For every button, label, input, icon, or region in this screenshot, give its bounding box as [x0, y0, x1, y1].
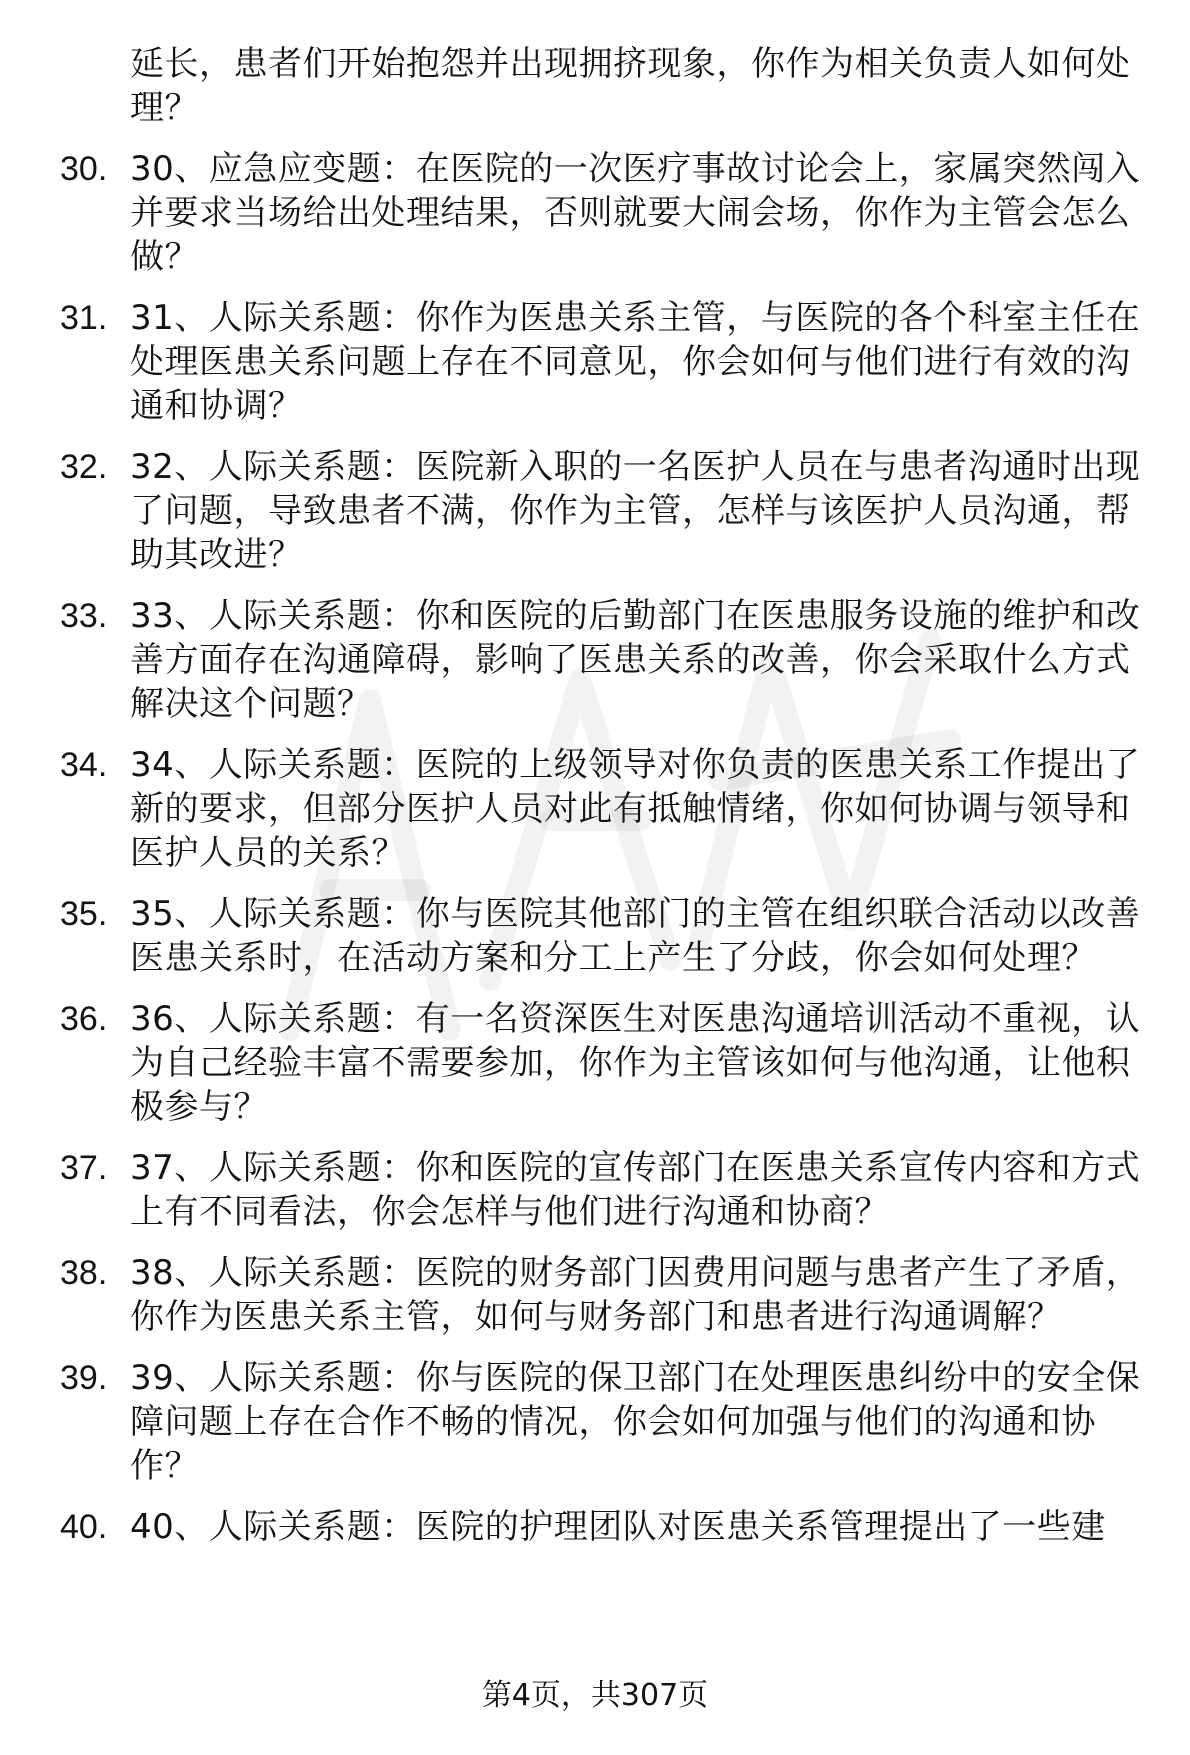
page-footer: 第4页，共307页 — [481, 1678, 709, 1713]
item-text: 30、应急应变题：在医院的一次医疗事故讨论会上，家属突然闯入并要求当场给出处理结果，否则就要大闹会场，你作为主管会怎么做？ — [130, 149, 1141, 277]
list-item — [0, 445, 1190, 577]
item-number: 36. — [60, 1000, 108, 1038]
item-text: 31、人际关系题：你作为医患关系主管，与医院的各个科室主任在处理医患关系问题上存在不同意见，你会如何与他们进行有效的沟通和协调？ — [130, 298, 1141, 426]
item-number: 30. — [60, 150, 108, 188]
item-number: 31. — [60, 299, 108, 337]
item-number: 40. — [60, 1508, 108, 1546]
item-number: 33. — [60, 597, 108, 635]
list-item — [0, 1146, 1190, 1234]
item-text: 35、人际关系题：你与医院其他部门的主管在组织联合活动以改善医患关系时，在活动方案和分工上产生了分歧，你会如何处理？ — [130, 894, 1141, 978]
list-item — [0, 296, 1190, 428]
list-item — [0, 147, 1190, 279]
item-text: 延长，患者们开始抱怨并出现拥挤现象，你作为相关负责人如何处理？ — [130, 44, 1131, 128]
item-text: 38、人际关系题：医院的财务部门因费用问题与患者产生了矛盾，你作为医患关系主管，如何与财务部门和患者进行沟通调解？ — [130, 1253, 1141, 1337]
item-text: 37、人际关系题：你和医院的宣传部门在医患关系宣传内容和方式上有不同看法，你会怎样与他们进行沟通和协商？ — [130, 1148, 1141, 1232]
item-number: 39. — [60, 1359, 108, 1397]
item-text: 34、人际关系题：医院的上级领导对你负责的医患关系工作提出了新的要求，但部分医护人员对此有抵触情绪，你如何协调与领导和医护人员的关系？ — [130, 745, 1141, 873]
item-number: 32. — [60, 448, 108, 486]
list-item-continuation — [0, 42, 1190, 130]
item-text: 39、人际关系题：你与医院的保卫部门在处理医患纠纷中的安全保障问题上存在合作不畅的情况，你会如何加强与他们的沟通和协作？ — [130, 1358, 1141, 1486]
item-number: 35. — [60, 895, 108, 933]
item-number: 38. — [60, 1254, 108, 1292]
list-item — [0, 743, 1190, 875]
item-number: 37. — [60, 1149, 108, 1187]
list-item — [0, 892, 1190, 980]
list-item — [0, 997, 1190, 1129]
list-item — [0, 1505, 1190, 1549]
item-text: 32、人际关系题：医院新入职的一名医护人员在与患者沟通时出现了问题，导致患者不满，你作为主管，怎样与该医护人员沟通，帮助其改进？ — [130, 447, 1141, 575]
list-item — [0, 1251, 1190, 1339]
item-text: 33、人际关系题：你和医院的后勤部门在医患服务设施的维护和改善方面存在沟通障碍，影响了医患关系的改善，你会采取什么方式解决这个问题？ — [130, 596, 1141, 724]
item-text: 40、人际关系题：医院的护理团队对医患关系管理提出了一些建 — [130, 1507, 1106, 1547]
question-list — [0, 42, 1190, 1566]
item-number: 34. — [60, 746, 108, 784]
list-item — [0, 594, 1190, 726]
list-item — [0, 1356, 1190, 1488]
item-text: 36、人际关系题：有一名资深医生对医患沟通培训活动不重视，认为自己经验丰富不需要参加，你作为主管该如何与他沟通，让他积极参与？ — [130, 999, 1141, 1127]
